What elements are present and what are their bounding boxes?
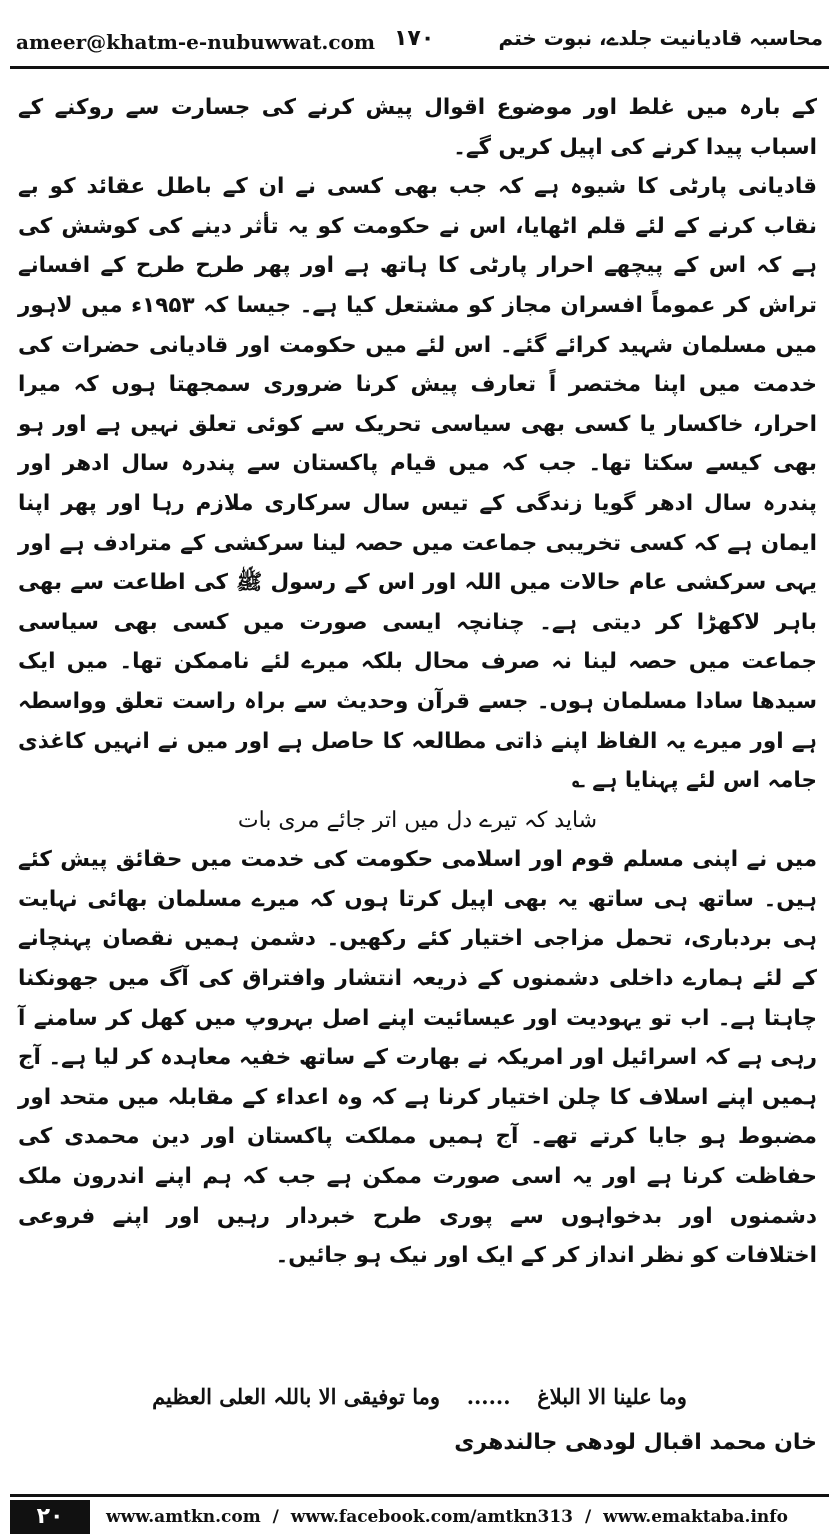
footer-link-amtkn[interactable]: www.amtkn.com [106,1507,261,1527]
poetry-verse: شاید کہ تیرے دل میں اتر جائے مری بات [237,807,598,833]
footer-link-emaktaba[interactable]: www.emaktaba.info [603,1507,788,1527]
closing-part-1: وما علینا الا البلاغ [537,1384,687,1409]
footer-links [106,1500,829,1534]
header-email: ameer@khatm-e-nubuwwat.com [16,30,376,54]
paragraph-3: میں نے اپنی مسلم قوم اور اسلامی حکومت کی خدمت میں حقائق پیش کئے ہیں۔ ساتھ ہی ساتھ یہ بھی اپیل کرتا ہوں کہ میرے مسلمان بھائی نہایت ہی بردباری، تحمل مزاجی اختیار کئے رکھیں۔ دشمن ہمیں نقصان پہنچانے کے لئے ہمارے داخلی دشمنوں کے ذریعہ انتشار وافتراق کی آگ میں جھونکنا چاہتا ہے۔ اب تو یہودیت اور عیسائیت اپنے اصل بہروپ میں کھل کر سامنے آ رہی ہے کہ اسرائیل اور امریکہ نے بھارت کے ساتھ خفیہ معاہدہ کر لیا ہے۔ آج ہمیں اپنے اسلاف کا چلن اختیار کرنا ہے کہ وہ اعداء کے مقابلہ میں متحد اور مضبوط ہو جایا کرتے تھے۔ آج ہمیں مملکت پاکستان اور دین محمدی کی حفاظت کرنا ہے اور یہ اسی صورت ممکن ہے جب کہ ہم اپنے اندرون ملک دشمنوں اور بدخواہوں سے پوری طرح خبردار رہیں اور اپنے فروعی اختلافات کو نظر انداز کر کے ایک اور نیک ہو جائیں۔ [18,847,817,1269]
closing-dua [0,1384,839,1409]
paragraph-2: قادیانی پارٹی کا شیوہ ہے کہ جب بھی کسی نے ان کے باطل عقائد کو بے نقاب کرنے کے لئے قلم اٹھایا، اس نے حکومت کو یہ تأثر دینے کی کوشش کی ہے کہ اس کے پیچھے احرار پارٹی کا ہاتھ ہے اور پھر طرح طرح کے افسانے تراش کر عموماً افسران مجاز کو مشتعل کیا ہے۔ جیسا کہ ۱۹۵۳ء میں لاہور میں مسلمان شہید کرائے گئے۔ اس لئے میں حکومت اور قادیانی حضرات کی خدمت میں اپنا مختصر اً تعارف پیش کرنا ضروری سمجھتا ہوں کہ میرا احرار، خاکسار یا کسی بھی سیاسی تحریک سے کوئی تعلق نہیں ہے اور ہو بھی کیسے سکتا تھا۔ جب کہ میں قیام پاکستان سے پندرہ سال ادھر اور پندرہ سال ادھر گویا زندگی کے تیس سال سرکاری ملازم رہا اور پھر اپنا ایمان ہے کہ کسی تخریبی جماعت میں حصہ لینا سرکشی کے مترادف ہے اور یہی سرکشی عام حالات میں اللہ اور اس کے رسول ﷺ کی اطاعت سے بھی باہر لاکھڑا کر دیتی ہے۔ چنانچہ ایسی صورت میں کسی بھی سیاسی جماعت میں حصہ لینا نہ صرف محال بلکہ میرے لئے ناممکن تھا۔ میں ایک سیدھا سادا مسلمان ہوں۔ جسے قرآن وحدیث سے براہ راست تعلق وواسطہ ہے اور میرے یہ الفاظ اپنے ذاتی مطالعہ کا حاصل ہے اور میں نے انہیں کاغذی جامہ اس لئے پہنایا ہے ؎ [18,174,817,794]
footer-divider [10,1494,829,1497]
body-text [18,88,817,1276]
header-book-title: محاسبہ قادیانیت جلدے، نبوت ختم [498,26,823,50]
page-footer [10,1500,829,1534]
closing-dots: ...... [466,1384,511,1409]
paragraph-1: کے بارہ میں غلط اور موضوع اقوال پیش کرنے کی جسارت سے روکنے کے اسباب پیدا کرنے کی اپیل کریں گے۔ [18,95,817,160]
footer-separator: / [584,1507,592,1527]
page-header [10,8,829,69]
footer-page-number: ۲۰ [10,1500,90,1534]
closing-part-2: وما توفیقی الا باللہ العلی العظیم [152,1384,441,1409]
footer-link-facebook[interactable]: www.facebook.com/amtkn313 [290,1507,574,1527]
footer-separator: / [272,1507,279,1527]
author-signature: خان محمد اقبال لودھی جالندھری [454,1430,817,1455]
header-page-number: ۱۷۰ [394,26,435,51]
